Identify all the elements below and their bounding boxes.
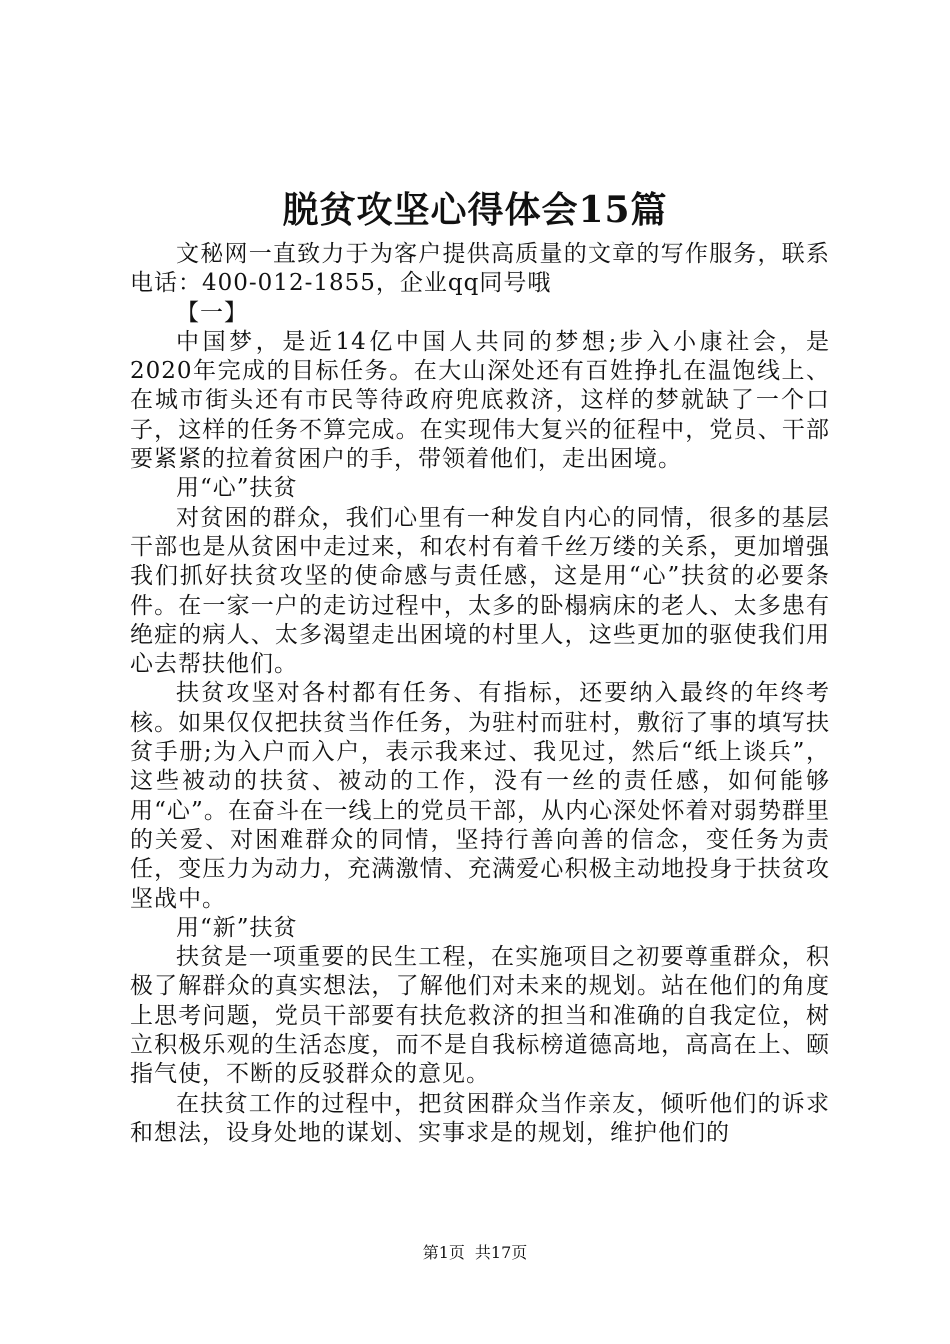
section-heading: 用“心”扶贫 [176,475,298,502]
body-paragraph: 扶贫是一项重要的民生工程，在实施项目之初要尊重群众，积极了解群众的真实想法，了解他们对未来的规划。站在他们的角度上思考问题，党员干部要有扶危救济的担当和准确的自我定位，树立积极乐观的生活态度，而不是自我标榜道德高地，高高在上、颐指气使，不断的反驳群众的意见。 [130,944,830,1088]
body-paragraph: 中国梦，是近14亿中国人共同的梦想;步入小康社会，是2020年完成的目标任务。在大山深处还有百姓挣扎在温饱线上、在城市街头还有市民等待政府兜底救济，这样的梦就缺了一个口子，这样的任务不算完成。在实现伟大复兴的征程中，党员、干部要紧紧的拉着贫困户的手，带领着他们，走出困境。 [130,328,830,473]
body-paragraph: 在扶贫工作的过程中，把贫困群众当作亲友，倾听他们的诉求和想法，设身处地的谋划、实事求是的规划，维护他们的 [130,1090,830,1146]
intro-paragraph: 文秘网一直致力于为客户提供高质量的文章的写作服务，联系电话：400-012-1855，企业qq同号哦 [130,241,830,297]
section-marker: 【一】 [176,299,248,326]
page-count: 共17页 [474,1243,528,1262]
section-heading: 用“新”扶贫 [176,914,298,941]
document-body [130,240,830,1148]
body-paragraph: 对贫困的群众，我们心里有一种发自内心的同情，很多的基层干部也是从贫困中走过来，和农村有着千丝万缕的关系，更加增强我们抓好扶贫攻坚的使命感与责任感，这是用“心”扶贫的必要条件。在一家一户的走访过程中，太多的卧榻病床的老人、太多患有绝症的病人、太多渴望走出困境的村里人，这些更加的驱使我们用心去帮扶他们。 [130,504,830,678]
document-title: 脱贫攻坚心得体会15篇 [282,189,668,231]
page-footer [0,1243,950,1263]
page-number: 第1页 [422,1243,465,1262]
body-paragraph: 扶贫攻坚对各村都有任务、有指标，还要纳入最终的年终考核。如果仅仅把扶贫当作任务，为驻村而驻村，敷衍了事的填写扶贫手册;为入户而入户，表示我来过、我见过，然后“纸上谈兵”，这些被动的扶贫、被动的工作，没有一丝的责任感，如何能够用“心”。在奋斗在一线上的党员干部，从内心深处怀着对弱势群里的关爱、对困难群众的同情，坚持行善向善的信念，变任务为责任，变压力为动力，充满激情、充满爱心积极主动地投身于扶贫攻坚战中。 [130,680,830,912]
